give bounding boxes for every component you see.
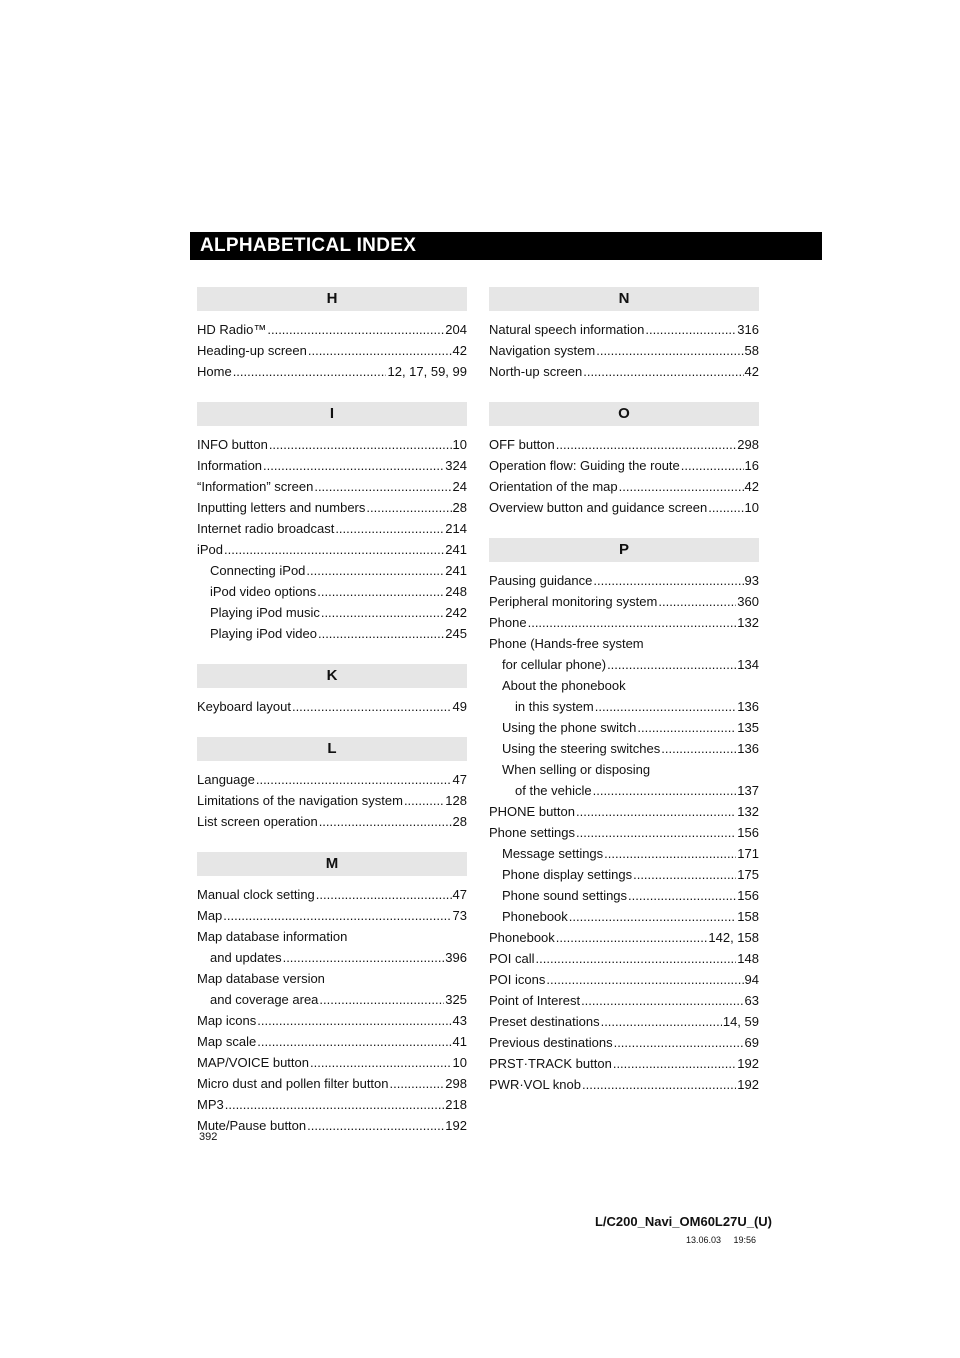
index-entry xyxy=(489,990,759,1011)
index-entry-page: 241 xyxy=(445,563,467,578)
dot-leader xyxy=(390,1073,445,1094)
index-entry-term: PRST·TRACK button xyxy=(489,1056,612,1071)
dot-leader xyxy=(269,434,452,455)
index-entry-first-line: Phone (Hands-free system xyxy=(489,636,644,651)
index-entry-term: Overview button and guidance screen xyxy=(489,500,708,515)
print-timestamp: 13.06.03 19:56 xyxy=(685,1235,756,1245)
dot-leader xyxy=(536,948,737,969)
index-entry xyxy=(197,455,467,476)
index-entry-page: 58 xyxy=(744,343,759,358)
index-entry-term: Phone display settings xyxy=(502,867,633,882)
index-entry-term: Using the phone switch xyxy=(502,720,637,735)
dot-leader xyxy=(614,1032,744,1053)
index-entry xyxy=(489,801,759,822)
index-column-right xyxy=(489,287,759,1095)
index-entry xyxy=(489,434,759,455)
index-entry-page: 248 xyxy=(445,584,467,599)
index-entry xyxy=(197,476,467,497)
dot-leader xyxy=(233,361,387,382)
index-entry-page: 47 xyxy=(452,887,467,902)
index-entry xyxy=(489,1032,759,1053)
index-entry-page: 171 xyxy=(737,846,759,861)
dot-leader xyxy=(317,581,444,602)
index-entry-page: 16 xyxy=(744,458,759,473)
index-entry-page: 242 xyxy=(445,605,467,620)
index-entry-page: 134 xyxy=(737,657,759,672)
index-entry-term: for cellular phone) xyxy=(502,657,607,672)
dot-leader xyxy=(283,947,445,968)
index-entry-page: 73 xyxy=(452,908,467,923)
index-entry-page: 14, 59 xyxy=(722,1014,759,1029)
dot-leader xyxy=(224,539,444,560)
index-entry xyxy=(197,696,467,717)
dot-leader xyxy=(628,885,736,906)
dot-leader xyxy=(637,717,736,738)
dot-leader xyxy=(404,790,444,811)
index-entry xyxy=(197,1052,467,1073)
index-entry xyxy=(489,1011,759,1032)
index-entry xyxy=(197,1010,467,1031)
index-entry-term: Natural speech information xyxy=(489,322,645,337)
page-title: ALPHABETICAL INDEX xyxy=(200,235,417,256)
index-entry-page: 241 xyxy=(445,542,467,557)
index-entry xyxy=(489,864,759,885)
dot-leader xyxy=(319,811,452,832)
index-entry-page: 24 xyxy=(452,479,467,494)
index-entry-page: 10 xyxy=(452,437,467,452)
index-entry xyxy=(489,319,759,340)
index-entry-page: 218 xyxy=(445,1097,467,1112)
index-entry xyxy=(197,790,467,811)
index-entry-page: 10 xyxy=(452,1055,467,1070)
index-entry xyxy=(197,905,467,926)
index-entry-term: Playing iPod video xyxy=(210,626,317,641)
dot-leader xyxy=(308,340,452,361)
index-entry xyxy=(489,570,759,591)
index-entry-page: 43 xyxy=(452,1013,467,1028)
index-entry xyxy=(197,1073,467,1094)
index-entry-term: Micro dust and pollen filter button xyxy=(197,1076,389,1091)
index-entry-page: 325 xyxy=(445,992,467,1007)
dot-leader xyxy=(546,969,743,990)
index-entry-page: 47 xyxy=(452,772,467,787)
index-entry-page: 396 xyxy=(445,950,467,965)
index-entry-term: Language xyxy=(197,772,255,787)
section-heading-m: M xyxy=(197,852,467,876)
index-entry xyxy=(489,969,759,990)
index-entry-page: 192 xyxy=(737,1077,759,1092)
dot-leader xyxy=(314,476,451,497)
index-entry-page: 63 xyxy=(744,993,759,1008)
index-entry-term: Operation flow: Guiding the route xyxy=(489,458,680,473)
dot-leader xyxy=(528,612,737,633)
dot-leader xyxy=(604,843,736,864)
dot-leader xyxy=(596,340,743,361)
index-entry xyxy=(197,1115,467,1136)
section-heading-l: L xyxy=(197,737,467,761)
index-entry-first-line: About the phonebook xyxy=(502,678,626,693)
index-entry-page: 156 xyxy=(737,888,759,903)
index-entry-term: Phone sound settings xyxy=(502,888,628,903)
index-entry-term: Heading-up screen xyxy=(197,343,307,358)
index-entry-page: 69 xyxy=(744,1035,759,1050)
index-entry-term: Playing iPod music xyxy=(210,605,320,620)
index-entry-term: HD Radio™ xyxy=(197,322,267,337)
index-entry-term: Using the steering switches xyxy=(502,741,661,756)
section-heading-p: P xyxy=(489,538,759,562)
header-bar xyxy=(190,232,822,260)
section-heading-n: N xyxy=(489,287,759,311)
index-entry-term: of the vehicle xyxy=(515,783,592,798)
dot-leader xyxy=(257,1010,451,1031)
dot-leader xyxy=(556,927,708,948)
dot-leader xyxy=(576,822,736,843)
index-entry-term: Previous destinations xyxy=(489,1035,613,1050)
index-entry-page: 135 xyxy=(737,720,759,735)
index-entry-term: Inputting letters and numbers xyxy=(197,500,366,515)
dot-leader xyxy=(661,738,736,759)
index-entry-term: Connecting iPod xyxy=(210,563,306,578)
dot-leader xyxy=(633,864,736,885)
index-entry-page: 298 xyxy=(737,437,759,452)
index-entry-page: 214 xyxy=(445,521,467,536)
section-heading-o: O xyxy=(489,402,759,426)
index-entry-term: North-up screen xyxy=(489,364,583,379)
index-entry xyxy=(197,884,467,905)
dot-leader xyxy=(645,319,736,340)
index-entry xyxy=(197,560,467,581)
dot-leader xyxy=(681,455,744,476)
index-entry xyxy=(489,1074,759,1095)
index-entry-term: Preset destinations xyxy=(489,1014,600,1029)
index-entry-term: Keyboard layout xyxy=(197,699,291,714)
index-entry-page: 94 xyxy=(744,972,759,987)
index-entry-first-line: When selling or disposing xyxy=(502,762,651,777)
index-entry xyxy=(197,968,467,1010)
dot-leader xyxy=(593,570,743,591)
dot-leader xyxy=(583,361,743,382)
dot-leader xyxy=(307,1115,444,1136)
dot-leader xyxy=(613,1053,736,1074)
index-entry-term: OFF button xyxy=(489,437,555,452)
index-column-left xyxy=(197,287,467,1136)
index-entry-term: List screen operation xyxy=(197,814,318,829)
index-entry-term: iPod video options xyxy=(210,584,317,599)
section-heading-k: K xyxy=(197,664,467,688)
index-entry-term: PHONE button xyxy=(489,804,575,819)
dot-leader xyxy=(310,1052,452,1073)
index-entry-page: 49 xyxy=(452,699,467,714)
index-entry-term: Point of Interest xyxy=(489,993,581,1008)
index-entry-page: 192 xyxy=(737,1056,759,1071)
index-entry xyxy=(489,497,759,518)
index-entry-page: 148 xyxy=(737,951,759,966)
index-entry-term: POI icons xyxy=(489,972,546,987)
index-entry-term: Map scale xyxy=(197,1034,257,1049)
dot-leader xyxy=(582,1074,736,1095)
index-entry-page: 137 xyxy=(737,783,759,798)
dot-leader xyxy=(607,654,736,675)
index-entry-page: 175 xyxy=(737,867,759,882)
index-entry-page: 136 xyxy=(737,741,759,756)
index-entry-term: Orientation of the map xyxy=(489,479,618,494)
index-entry xyxy=(489,738,759,759)
index-entry-term: Pausing guidance xyxy=(489,573,593,588)
index-entry xyxy=(197,581,467,602)
dot-leader xyxy=(581,990,743,1011)
index-entry-first-line: Map database information xyxy=(197,929,348,944)
index-entry xyxy=(489,675,759,717)
index-entry-term: Navigation system xyxy=(489,343,596,358)
index-entry xyxy=(489,455,759,476)
dot-leader xyxy=(658,591,736,612)
index-entry xyxy=(489,885,759,906)
dot-leader xyxy=(593,780,737,801)
index-entry xyxy=(489,476,759,497)
dot-leader xyxy=(321,602,444,623)
dot-leader xyxy=(292,696,452,717)
index-entry-page: 42 xyxy=(744,364,759,379)
index-entry-term: in this system xyxy=(515,699,594,714)
index-entry xyxy=(197,518,467,539)
index-entry-term: Limitations of the navigation system xyxy=(197,793,403,808)
index-entry xyxy=(489,906,759,927)
index-entry-page: 28 xyxy=(452,500,467,515)
index-entry-page: 132 xyxy=(737,615,759,630)
index-entry xyxy=(197,623,467,644)
dot-leader xyxy=(223,905,451,926)
section-heading-h: H xyxy=(197,287,467,311)
dot-leader xyxy=(556,434,737,455)
index-entry xyxy=(197,1094,467,1115)
index-entry xyxy=(197,319,467,340)
index-entry-term: Map xyxy=(197,908,223,923)
index-entry xyxy=(489,633,759,675)
index-entry xyxy=(197,1031,467,1052)
index-entry xyxy=(489,591,759,612)
index-entry-term: Manual clock setting xyxy=(197,887,315,902)
dot-leader xyxy=(366,497,451,518)
index-entry-term: Internet radio broadcast xyxy=(197,521,335,536)
dot-leader xyxy=(256,769,452,790)
dot-leader xyxy=(569,906,737,927)
index-entry-page: 93 xyxy=(744,573,759,588)
index-entry-term: Phonebook xyxy=(489,930,555,945)
index-entry xyxy=(489,361,759,382)
dot-leader xyxy=(225,1094,445,1115)
index-entry-term: Peripheral monitoring system xyxy=(489,594,658,609)
index-entry-term: MAP/VOICE button xyxy=(197,1055,309,1070)
index-entry-term: PWR·VOL knob xyxy=(489,1077,581,1092)
index-entry-page: 316 xyxy=(737,322,759,337)
dot-leader xyxy=(306,560,444,581)
index-entry-term: and updates xyxy=(210,950,282,965)
index-entry-page: 204 xyxy=(445,322,467,337)
index-entry-term: and coverage area xyxy=(210,992,319,1007)
index-entry-term: POI call xyxy=(489,951,535,966)
dot-leader xyxy=(601,1011,722,1032)
index-entry xyxy=(489,340,759,361)
dot-leader xyxy=(263,455,444,476)
index-entry xyxy=(197,926,467,968)
index-entry-page: 245 xyxy=(445,626,467,641)
page-number: 392 xyxy=(199,1131,218,1143)
index-entry-page: 42 xyxy=(452,343,467,358)
index-entry-page: 360 xyxy=(737,594,759,609)
index-entry-page: 136 xyxy=(737,699,759,714)
dot-leader xyxy=(316,884,452,905)
dot-leader xyxy=(257,1031,451,1052)
dot-leader xyxy=(576,801,736,822)
index-entry-page: 42 xyxy=(744,479,759,494)
index-entry xyxy=(489,759,759,801)
index-entry xyxy=(197,539,467,560)
index-entry-term: Map icons xyxy=(197,1013,257,1028)
dot-leader xyxy=(335,518,444,539)
index-entry-page: 41 xyxy=(452,1034,467,1049)
index-entry-first-line: Map database version xyxy=(197,971,325,986)
index-entry-term: INFO button xyxy=(197,437,268,452)
index-entry xyxy=(197,602,467,623)
index-entry-page: 12, 17, 59, 99 xyxy=(387,364,467,379)
index-entry xyxy=(489,843,759,864)
index-entry xyxy=(197,497,467,518)
index-entry-term: Mute/Pause button xyxy=(197,1118,307,1133)
index-entry xyxy=(197,811,467,832)
dot-leader xyxy=(708,497,743,518)
index-entry-page: 324 xyxy=(445,458,467,473)
index-entry-page: 28 xyxy=(452,814,467,829)
index-entry-term: Information xyxy=(197,458,263,473)
index-entry-term: Phonebook xyxy=(502,909,568,924)
index-entry-term: MP3 xyxy=(197,1097,224,1112)
index-entry xyxy=(489,1053,759,1074)
index-entry-term: iPod xyxy=(197,542,224,557)
index-entry-term: Phone xyxy=(489,615,527,630)
dot-leader xyxy=(318,623,444,644)
index-entry-term: “Information” screen xyxy=(197,479,314,494)
index-entry-term: Home xyxy=(197,364,232,379)
index-entry xyxy=(197,434,467,455)
index-entry-page: 156 xyxy=(737,825,759,840)
index-entry-page: 128 xyxy=(445,793,467,808)
dot-leader xyxy=(267,319,444,340)
index-entry xyxy=(489,927,759,948)
index-entry xyxy=(489,717,759,738)
index-entry-term: Message settings xyxy=(502,846,604,861)
dot-leader xyxy=(619,476,744,497)
index-entry-page: 132 xyxy=(737,804,759,819)
index-entry-page: 192 xyxy=(445,1118,467,1133)
index-entry-page: 142, 158 xyxy=(708,930,759,945)
dot-leader xyxy=(595,696,737,717)
index-entry xyxy=(489,612,759,633)
index-entry-page: 10 xyxy=(744,500,759,515)
index-entry-term: Phone settings xyxy=(489,825,576,840)
index-entry xyxy=(197,340,467,361)
index-entry xyxy=(197,361,467,382)
document-code: L/C200_Navi_OM60L27U_(U) xyxy=(594,1214,772,1229)
index-entry-page: 158 xyxy=(737,909,759,924)
dot-leader xyxy=(319,989,444,1010)
index-entry xyxy=(489,948,759,969)
index-entry xyxy=(197,769,467,790)
index-entry xyxy=(489,822,759,843)
section-heading-i: I xyxy=(197,402,467,426)
index-entry-page: 298 xyxy=(445,1076,467,1091)
